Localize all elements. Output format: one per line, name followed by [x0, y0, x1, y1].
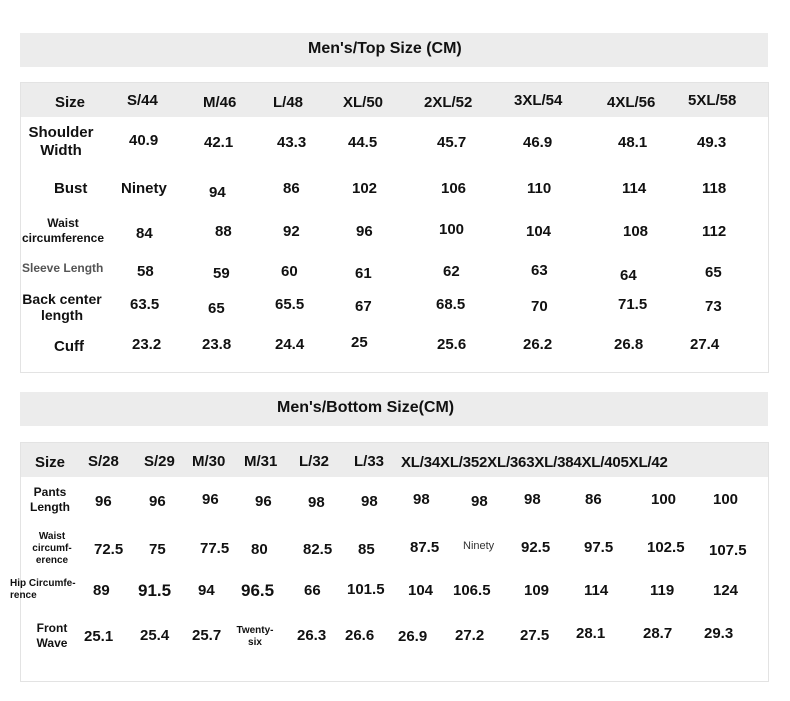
- top-size-col: 3XL/54: [514, 92, 563, 109]
- top-cell: 65.5: [275, 296, 305, 313]
- top-cell: 96: [356, 223, 373, 240]
- bottom-cell: 124: [713, 582, 739, 599]
- top-cell: 65: [208, 300, 225, 317]
- bottom-cell: 28.7: [643, 625, 673, 642]
- bottom-cell: 92.5: [521, 539, 551, 556]
- top-cell: 92: [283, 223, 300, 240]
- bottom-cell: 96: [255, 493, 272, 510]
- bottom-cell: Twenty-six: [236, 625, 274, 648]
- bottom-cell: 87.5: [410, 539, 440, 556]
- bottom-cell: 27.5: [520, 627, 550, 644]
- top-cell: 40.9: [129, 132, 159, 149]
- bottom-cell: 109: [524, 582, 550, 599]
- top-cell: 27.4: [690, 336, 720, 353]
- top-size-table: [20, 82, 769, 373]
- top-cell: 24.4: [275, 336, 305, 353]
- top-cell: Ninety: [121, 180, 167, 197]
- bottom-table-title: Men's/Bottom Size(CM): [277, 399, 455, 416]
- top-cell: 46.9: [523, 134, 553, 151]
- bottom-size-col: M/31: [244, 453, 278, 470]
- bottom-cell: 25.1: [84, 628, 114, 645]
- bottom-cell: 89: [93, 582, 110, 599]
- top-cell: 45.7: [437, 134, 467, 151]
- top-cell: 94: [209, 184, 226, 201]
- top-cell: 25: [351, 334, 368, 351]
- bottom-cell: 28.1: [576, 625, 606, 642]
- top-cell: 102: [352, 180, 378, 197]
- bottom-cell: 98: [524, 491, 541, 508]
- bottom-cell: 66: [304, 582, 321, 599]
- top-size-col: 5XL/58: [688, 92, 737, 109]
- top-cell: 61: [355, 265, 372, 282]
- bottom-cell: 77.5: [200, 540, 230, 557]
- bottom-cell: 25.4: [140, 627, 170, 644]
- bottom-cell: 98: [361, 493, 378, 510]
- bottom-cell: 27.2: [455, 627, 485, 644]
- bottom-size-col: S/29: [144, 453, 175, 470]
- bottom-cell: 82.5: [303, 541, 333, 558]
- bottom-cell: 96: [95, 493, 112, 510]
- top-row-label-back-center-length: Back center length: [22, 291, 102, 323]
- bottom-cell: 96: [202, 491, 219, 508]
- bottom-cell: 29.3: [704, 625, 734, 642]
- top-cell: 62: [443, 263, 460, 280]
- bottom-cell: 85: [358, 541, 375, 558]
- bottom-cell: 100: [713, 491, 739, 508]
- bottom-cell: 114: [584, 582, 609, 599]
- top-cell: 26.2: [523, 336, 553, 353]
- top-cell: 112: [702, 223, 727, 240]
- bottom-size-col: L/32: [299, 453, 330, 470]
- bottom-cell: 98: [413, 491, 430, 508]
- bottom-cell: 107.5: [709, 542, 747, 559]
- bottom-header-size-label: Size: [35, 454, 66, 471]
- bottom-cell: 25.7: [192, 627, 222, 644]
- top-cell: 84: [136, 225, 153, 242]
- top-row-label-cuff: Cuff: [54, 338, 84, 355]
- top-cell: 25.6: [437, 336, 467, 353]
- bottom-cell: 26.9: [398, 628, 428, 645]
- top-cell: 106: [441, 180, 467, 197]
- top-table-title: Men's/Top Size (CM): [308, 40, 462, 57]
- bottom-cell: 98: [471, 493, 488, 510]
- bottom-cell: 101.5: [347, 581, 385, 598]
- bottom-cell: 72.5: [94, 541, 124, 558]
- bottom-size-col: S/28: [88, 453, 119, 470]
- top-size-col: L/48: [273, 94, 304, 111]
- bottom-cell: 96.5: [241, 581, 275, 600]
- top-cell: 58: [137, 263, 154, 280]
- top-cell: 26.8: [614, 336, 644, 353]
- bottom-cell: 102.5: [647, 539, 685, 556]
- bottom-cell: 86: [585, 491, 602, 508]
- top-row-label-waist: Waist circumference: [21, 216, 105, 245]
- top-cell: 23.8: [202, 336, 232, 353]
- bottom-cell: Ninety: [463, 540, 495, 552]
- top-header-size-label: Size: [55, 94, 86, 111]
- bottom-cell: 119: [650, 582, 675, 599]
- top-size-col: S/44: [127, 92, 158, 109]
- top-cell: 100: [439, 221, 465, 238]
- bottom-cell: 96: [149, 493, 166, 510]
- top-cell: 67: [355, 298, 372, 315]
- bottom-cell: 97.5: [584, 539, 614, 556]
- top-row-label-bust: Bust: [54, 180, 88, 197]
- top-cell: 60: [281, 263, 298, 280]
- bottom-cell: 26.3: [297, 627, 327, 644]
- top-cell: 63: [531, 262, 548, 279]
- top-cell: 42.1: [204, 134, 234, 151]
- top-cell: 23.2: [132, 336, 162, 353]
- top-cell: 48.1: [618, 134, 648, 151]
- top-cell: 88: [215, 223, 232, 240]
- bottom-row-label-pants-length: Pants Length: [30, 485, 70, 514]
- bottom-row-label-waist: Waist circumf-erence: [32, 531, 72, 566]
- bottom-cell: 106.5: [453, 582, 491, 599]
- bottom-cell: 98: [308, 494, 325, 511]
- top-cell: 70: [531, 298, 548, 315]
- top-cell: 64: [620, 267, 637, 284]
- top-size-col: 2XL/52: [424, 94, 473, 111]
- top-cell: 59: [213, 265, 230, 282]
- top-cell: 114: [622, 180, 647, 197]
- bottom-size-col: M/30: [192, 453, 226, 470]
- top-size-col: XL/50: [343, 94, 384, 111]
- bottom-cell: 104: [408, 582, 434, 599]
- bottom-cell: 80: [251, 541, 268, 558]
- top-cell: 63.5: [130, 296, 160, 313]
- top-cell: 65: [705, 264, 722, 281]
- top-cell: 86: [283, 180, 300, 197]
- bottom-size-col: L/33: [354, 453, 385, 470]
- top-cell: 44.5: [348, 134, 378, 151]
- top-cell: 73: [705, 298, 722, 315]
- bottom-cell: 94: [198, 582, 215, 599]
- bottom-row-label-front-wave: Front Wave: [36, 621, 68, 650]
- top-cell: 71.5: [618, 296, 648, 313]
- top-cell: 108: [623, 223, 649, 240]
- top-cell: 49.3: [697, 134, 727, 151]
- bottom-title-bar: [20, 392, 768, 426]
- bottom-cell: 75: [149, 541, 166, 558]
- bottom-cell: 91.5: [138, 581, 172, 600]
- top-size-col: M/46: [203, 94, 237, 111]
- top-cell: 68.5: [436, 296, 466, 313]
- top-cell: 110: [527, 180, 552, 197]
- top-cell: 118: [702, 180, 727, 197]
- bottom-size-table: [10, 442, 769, 682]
- top-cell: 104: [526, 223, 552, 240]
- top-row-label-shoulder-width: Shoulder Width: [28, 124, 94, 159]
- bottom-cell: 100: [651, 491, 677, 508]
- top-title-bar: [20, 33, 768, 67]
- bottom-row-label-hip: Hip Circumfe-rence: [10, 578, 76, 601]
- top-row-label-sleeve-length: Sleeve Length: [22, 261, 104, 275]
- top-cell: 43.3: [277, 134, 307, 151]
- bottom-cell: 26.6: [345, 627, 375, 644]
- top-size-col: 4XL/56: [607, 94, 656, 111]
- bottom-size-run: XL/34XL/352XL/363XL/384XL/405XL/42: [401, 454, 668, 471]
